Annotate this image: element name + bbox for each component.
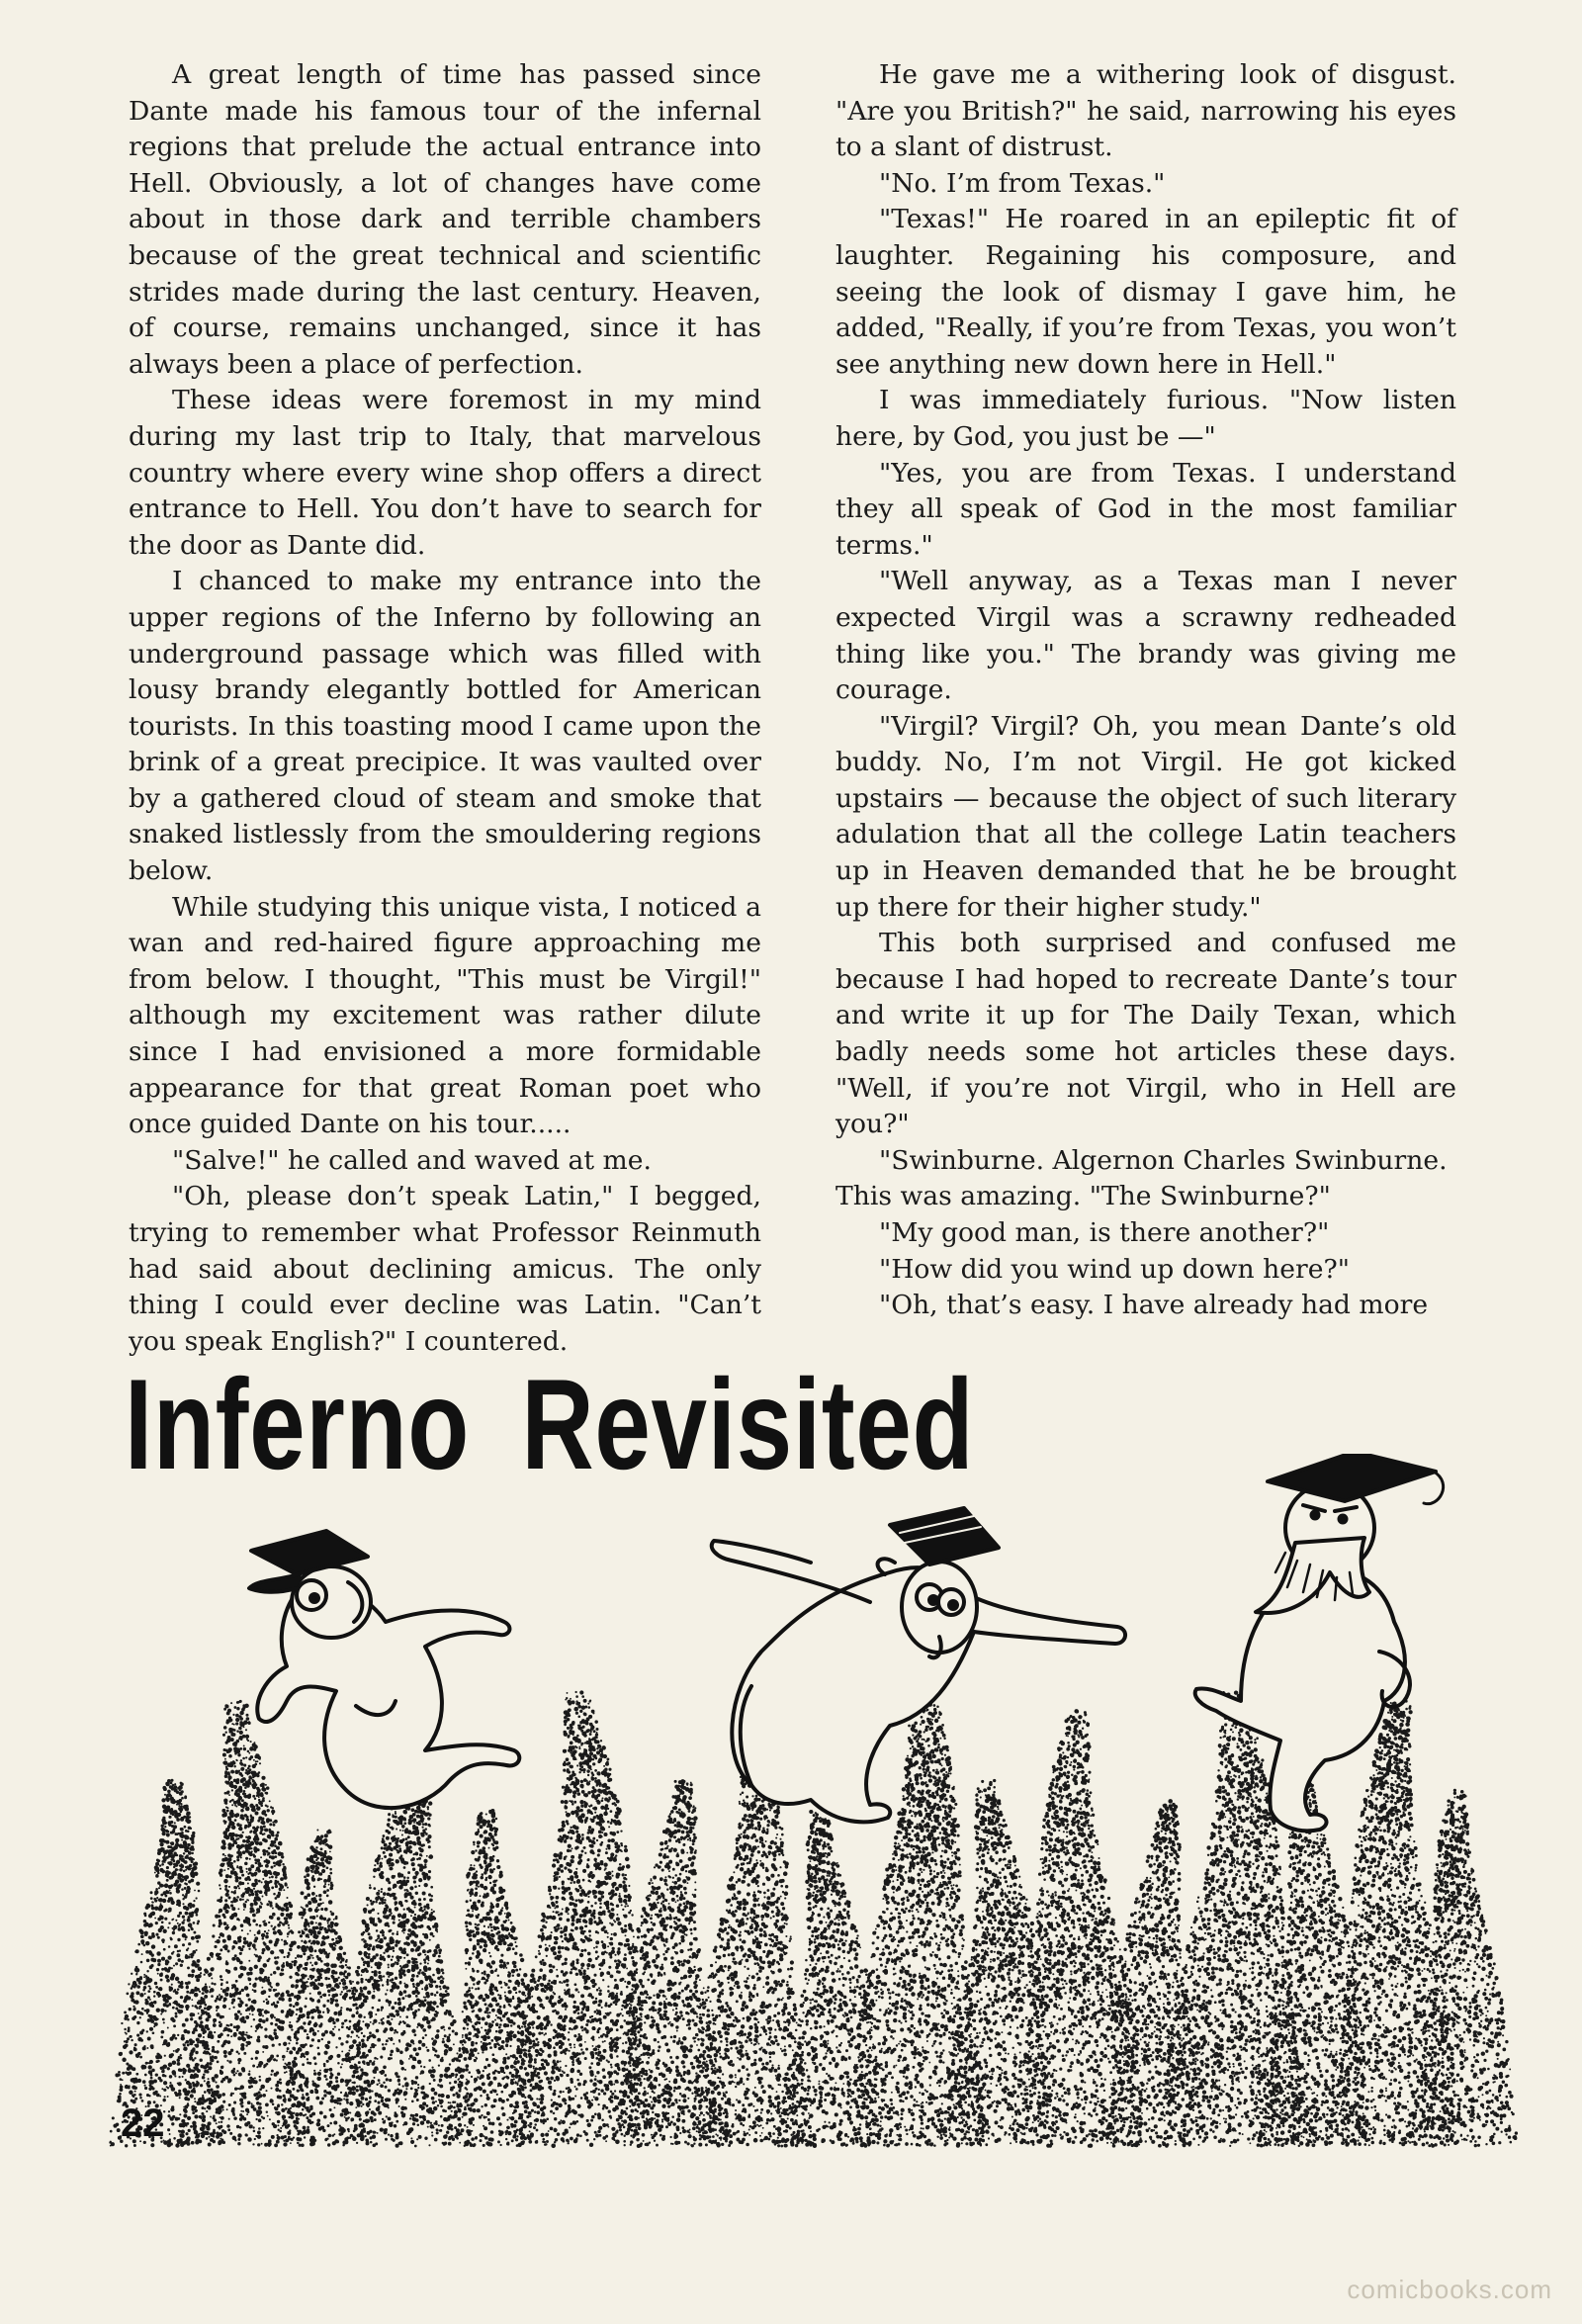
paragraph: A great length of time has passed since Dante made his famous tour of the infernal regions that prelude the actual entrance into Hell. Obviously, a lot of changes have come about in those dark and terrible chambers because of the great technical and scientific strides made during the last century. Heaven, of course, remains unchanged, since it has always been a place of perfection. [129,57,761,383]
paragraph: "My good man, is there another?" [835,1215,1456,1252]
paragraph: While studying this unique vista, I noticed a wan and red-haired figure approaching me from below. I thought, "This must be Virgil!" although my excitement was rather dilute since I had envisioned a more formidable appearance for that great Roman poet who once guided Dante on his tour..... [129,890,761,1143]
page-number: 22 [121,2101,165,2146]
paragraph: "How did you wind up down here?" [835,1252,1456,1289]
paragraph: I chanced to make my entrance into the upper regions of the Inferno by following an underground passage which was filled with lousy brandy elegantly bottled for American tourists. In this toasting mood I came upon the brink of a great precipice. It was vaulted over by a gathered cloud of steam and smoke that snaked listlessly from the smouldering regions below. [129,564,761,889]
paragraph: "Yes, you are from Texas. I understand they all speak of God in the most familiar terms." [835,456,1456,565]
paragraph: "Well anyway, as a Texas man I never expected Virgil was a scrawny redheaded thing like you." The brandy was giving me courage. [835,564,1456,708]
article-column-left [129,57,761,1360]
paragraph: "Oh, that’s easy. I have already had more [835,1288,1456,1324]
paragraph: He gave me a withering look of disgust. "Are you British?" he said, narrowing his eyes to a slant of distrust. [835,57,1456,166]
paragraph: "No. I’m from Texas." [835,166,1456,203]
graduate-falling-left [249,1531,519,1808]
paragraph: These ideas were foremost in my mind during my last trip to Italy, that marvelous country where every wine shop offers a direct entrance to Hell. You don’t have to search for the door as Dante did. [129,383,761,564]
watermark: comicbooks.com [1347,2275,1552,2305]
paragraph: "Swinburne. Algernon Charles Swinburne. [835,1143,1456,1180]
paragraph: This was amazing. "The Swinburne?" [835,1179,1456,1215]
paragraph: "Texas!" He roared in an epileptic fit of laughter. Regaining his composure, and seeing the look of dismay I gave him, he added, "Really, if you’re from Texas, you won’t see anything new down here in Hell." [835,202,1456,383]
paragraph: "Salve!" he called and waved at me. [129,1143,761,1180]
paragraph: "Oh, please don’t speak Latin," I begged, trying to remember what Professor Reinmuth had said about declining amicus. The only thing I could ever decline was Latin. "Can’t you speak English?" I countered. [129,1179,761,1360]
paragraph: "Virgil? Virgil? Oh, you mean Dante’s old buddy. No, I’m not Virgil. He got kicked upstairs — because the object of such literary adulation that all the college Latin teachers up in Heaven demanded that he be brought up there for their higher study." [835,709,1456,927]
inferno-illustration [0,1454,1582,2205]
article-headline: Inferno Revisited [125,1360,974,1488]
article-column-right [835,57,1456,1324]
paragraph: I was immediately furious. "Now listen here, by God, you just be —" [835,383,1456,455]
paragraph: This both surprised and confused me because I had hoped to recreate Dante’s tour and write it up for The Daily Texan, which badly needs some hot articles these days. "Well, if you’re not Virgil, who in Hell are you?" [835,926,1456,1143]
